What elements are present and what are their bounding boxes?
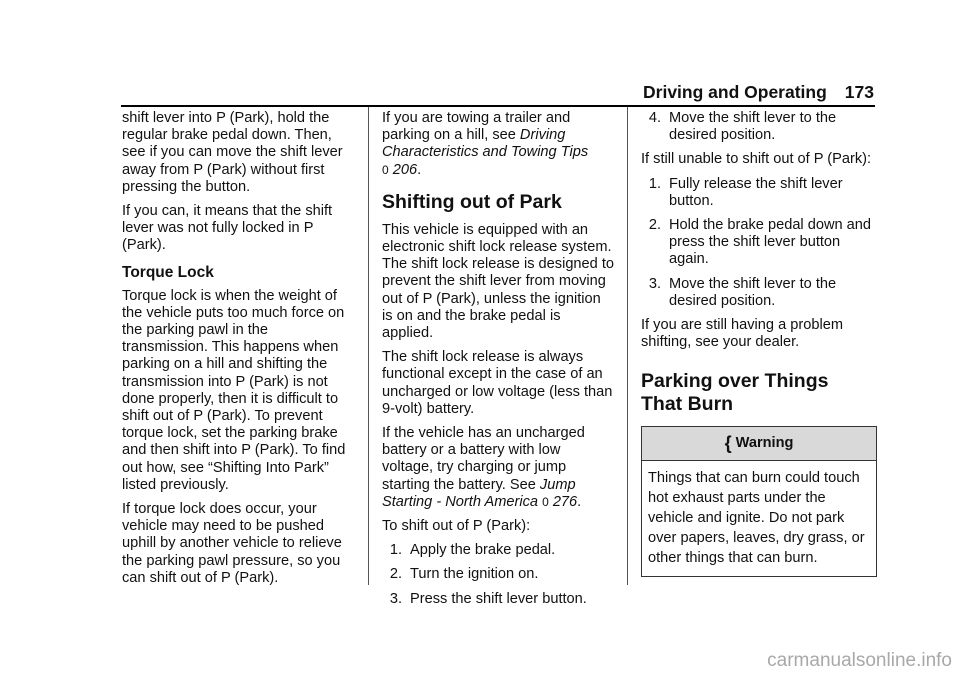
warning-title: Warning (735, 435, 794, 452)
column-3 (641, 110, 877, 577)
list-item: 4. Move the shift lever to the desired position. (648, 110, 837, 144)
warning-body: Things that can burn could touch hot exhaust parts under the vehicle and ignite. Do not park over papers, leaves, dry grass, or other things that can burn. (648, 470, 865, 566)
towing-tips-link[interactable]: Driving Characteristics and Towing Tips (382, 127, 589, 161)
column-divider-2 (627, 107, 628, 585)
paragraph: This vehicle is equipped with an electronic shift lock release system. The shift lock release is designed to prevent the shift lever from moving out of P (Park), unless the ignition is on and the brake pedal is applied. (382, 221, 615, 342)
paragraph: shift lever into P (Park), hold the regular brake pedal down. Then, see if you can move the shift lever away from P (Park) without first pressing the button. (122, 110, 343, 195)
paragraph: If still unable to shift out of P (Park): (641, 151, 872, 168)
parking-over-things-heading: Parking over Things That Burn (641, 370, 829, 416)
header-rule (121, 105, 875, 107)
warning-box (641, 426, 877, 577)
list-item: 3. Move the shift lever to the desired position. (648, 275, 837, 309)
page-number: 173 (844, 82, 874, 102)
page-ref-number[interactable]: 276 (552, 493, 578, 510)
paragraph: If the vehicle has an uncharged battery or a battery with low voltage, try charging or jump starting the battery. See Jump Starting - North America 0 276. (382, 425, 585, 510)
list-item: 1. Fully release the shift lever button. (648, 175, 843, 209)
list-item: 2. Turn the ignition on. (389, 566, 539, 583)
page-header (0, 82, 874, 103)
list-item: 2. Hold the brake pedal down and press the shift lever button again. (648, 217, 872, 268)
page-ref-icon: 0 (382, 162, 389, 177)
torque-lock-heading: Torque Lock (122, 263, 214, 281)
paragraph: The shift lock release is always functional except in the case of an uncharged or low voltage (less than 9-volt) battery. (382, 349, 613, 417)
warning-header (642, 427, 876, 461)
paragraph: If torque lock does occur, your vehicle may need to be pushed uphill by another vehicle to relieve the parking pawl pressure, so you can shift out of P (Park). (122, 501, 342, 586)
warning-icon: { (724, 433, 732, 454)
paragraph: To shift out of P (Park): (382, 518, 531, 535)
section-title: Driving and Operating (643, 82, 827, 102)
column-2 (382, 110, 614, 615)
list-item: 1. Apply the brake pedal. (389, 542, 556, 559)
shifting-out-of-park-heading: Shifting out of Park (382, 190, 562, 213)
jump-starting-link[interactable]: Jump Starting - North America (382, 476, 576, 510)
list-item: 3. Press the shift lever button. (389, 590, 587, 607)
paragraph: If you are still having a problem shifting, see your dealer. (641, 317, 843, 351)
paragraph: If you can, it means that the shift lever was not fully locked in P (Park). (122, 203, 333, 254)
page-ref-icon: 0 (542, 494, 549, 509)
column-1 (122, 110, 354, 594)
paragraph: Torque lock is when the weight of the vehicle puts too much force on the parking pawl in the transmission. This happens when parking on a hill and shifting the transmission into P (Park) is not done properly, then it is difficult to shift out of P (Park). To prevent torque lock, set the parking brake and then shift into P (Park). To find out how, see “Shifting Into Park” listed previously. (122, 287, 346, 493)
page-ref-number[interactable]: 206 (392, 161, 418, 178)
paragraph: If you are towing a trailer and parking on a hill, see Driving Characteristics and Towing Tips 0 206. (382, 110, 589, 178)
watermark: carmanualsonline.info (767, 650, 952, 671)
column-divider-1 (368, 107, 369, 585)
